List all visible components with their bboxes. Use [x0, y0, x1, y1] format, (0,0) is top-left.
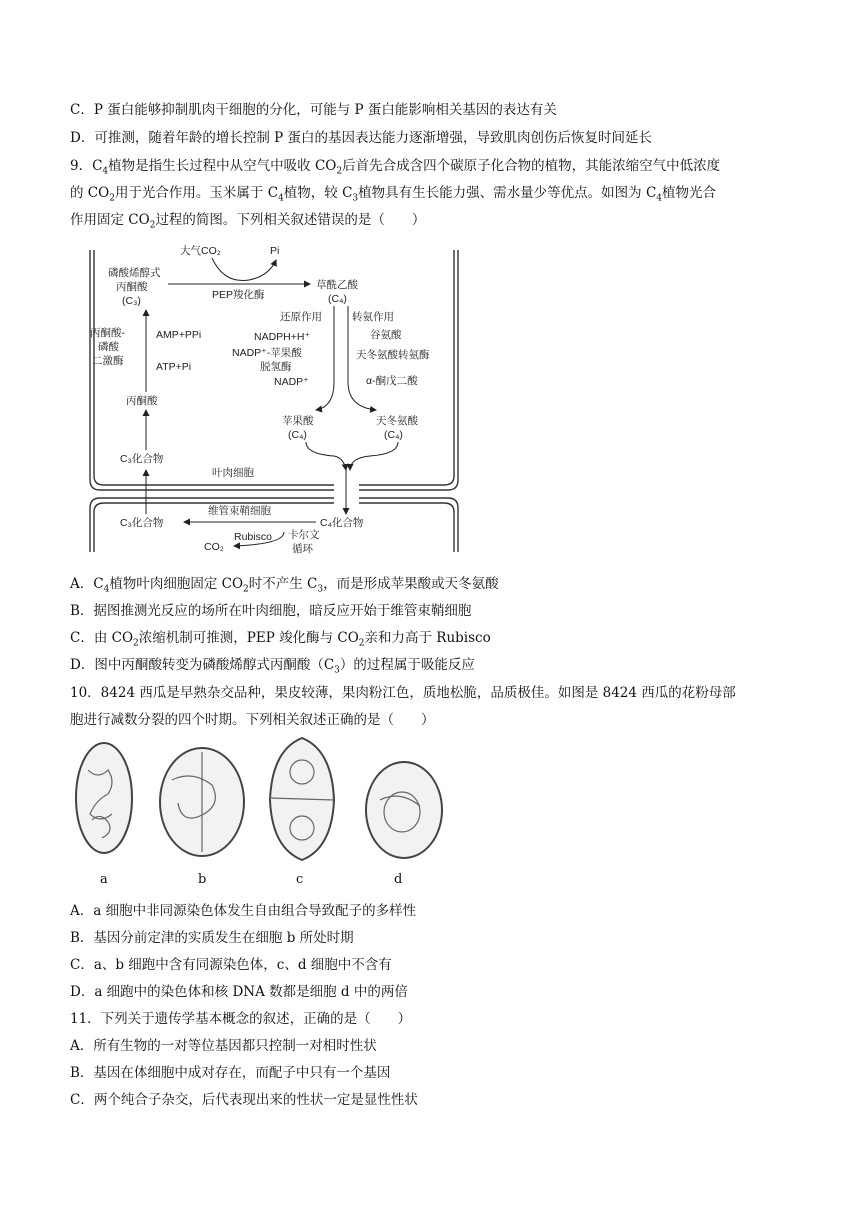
aspartate-label-2: (C₄): [384, 429, 403, 441]
calvin-label-2: 循环: [292, 543, 313, 554]
q9-option-a: A．$C_4$植物叶肉细胞固定 $CO_2$时不产生 $C_3$，而是形成苹果酸或天冬氨酸: [70, 576, 499, 595]
mesophyll-cell-label: 叶肉细胞: [212, 467, 254, 479]
atp-label: ATP+Pi: [156, 361, 192, 373]
q10-option-a: A．a 细胞中非同源染色体发生自由组合导致配子的多样性: [70, 903, 417, 919]
oaa-label-1: 草酰乙酸: [316, 279, 358, 291]
nadp-mdh-label: NADP⁺-苹果酸: [232, 347, 302, 359]
q9-stem-line2: 的 $CO_2$用于光合作用。玉米属于 $C_4$植物，较 $C_3$植物具有生长能力强、需水量少等优点。如图为 $C_4$植物光合: [70, 185, 717, 204]
glutamate-label: 谷氨酸: [370, 329, 402, 341]
nadp-label: NADP⁺: [274, 376, 309, 388]
c4-compound-bottom: C₄化合物: [320, 517, 364, 529]
pep-label-1: 磷酸烯醇式: [108, 267, 161, 279]
q9-option-b: B．据图推测光反应的场所在叶肉细胞，暗反应开始于维管束鞘细胞: [70, 603, 472, 619]
q11-option-b: B．基因在体细胞中成对存在，而配子中只有一个基因: [70, 1065, 391, 1081]
c3-compound-top: C₃化合物: [120, 453, 164, 465]
q10-option-b: B．基因分前定津的实质发生在细胞 b 所处时期: [70, 930, 354, 946]
q9-stem-line3: 作用固定 $CO_2$过程的简图。下列相关叙述错误的是（ ）: [70, 212, 426, 231]
cell-label-c: c: [296, 872, 304, 887]
cell-d: [366, 762, 442, 858]
pyruvate-label: 丙酮酸: [126, 395, 158, 407]
transamination-label: 转氨作用: [352, 311, 394, 323]
q10-stem-line2: 胞进行减数分裂的四个时期。下列相关叙述正确的是（ ）: [70, 712, 435, 728]
ppdk-label-3: 二激酶: [92, 355, 124, 367]
cell-label-b: b: [198, 872, 207, 887]
ast-enzyme-label: 天冬氨酸转氨酶: [356, 349, 430, 361]
akg-label: α-酮戊二酸: [366, 375, 418, 387]
pep-label-2: 丙酮酸: [116, 281, 148, 293]
amp-label: AMP+PPi: [156, 329, 202, 341]
aspartate-label-1: 天冬氨酸: [376, 415, 418, 427]
pep-label-3: (C₃): [122, 295, 141, 307]
q11-option-a: A．所有生物的一对等位基因都只控制一对相时性状: [70, 1038, 377, 1054]
bundle-sheath-label: 维管束鞘细胞: [208, 505, 271, 517]
meiosis-cell-images: [62, 730, 462, 870]
c4-pathway-diagram: [84, 232, 474, 554]
q9-option-d: D．图中丙酮酸转变为磷酸烯醇式丙酮酸$(C_3)$的过程属于吸能反应: [70, 657, 475, 676]
cell-label-a: a: [100, 872, 108, 887]
q8-option-d: D．可推测，随着年龄的增长控制 P 蛋白的基因表达能力逐渐增强，导致肌肉创伤后恢复时间延长: [70, 130, 652, 146]
c3-compound-bottom: C₃化合物: [120, 517, 164, 529]
nadph-label: NADPH+H⁺: [254, 331, 311, 343]
q8-option-c: C．P 蛋白能够抑制肌肉干细胞的分化，可能与 P 蛋白能影响相关基因的表达有关: [70, 102, 557, 118]
q11-stem: 11．下列关于遗传学基本概念的叙述，正确的是（ ）: [70, 1011, 412, 1027]
q10-option-d: D．a 细跑中的染色体和核 DNA 数都是细胞 d 中的两倍: [70, 984, 408, 1000]
q10-option-c: C．a、b 细跑中含有同源染色体，c、d 细胞中不含有: [70, 957, 392, 973]
q9-stem-line1: 9．$C_4$植物是指生长过程中从空气中吸收 $CO_2$后首先合成含四个碳原子化合物的植物，其能浓缩空气中低浓度: [70, 158, 721, 177]
q9-option-c: C．由 $CO_2$浓缩机制可推测，PEP 竣化酶与 $CO_2$亲和力高于 Rubisco: [70, 630, 491, 649]
q10-stem-line1: 10．8424 西瓜是早熟杂交品种，果皮较薄，果肉粉江色，质地松脆，品质极佳。如图是 8424 西瓜的花粉母部: [70, 685, 736, 701]
malate-label-1: 苹果酸: [282, 415, 314, 427]
rubisco-label: Rubisco: [234, 531, 272, 543]
atm-co2-label: 大气CO₂: [180, 245, 221, 257]
calvin-label-1: 卡尔文: [288, 529, 320, 541]
malate-label-2: (C₄): [288, 429, 307, 441]
pep-carboxylase-label: PEP羧化酶: [212, 289, 265, 301]
co2-bottom-label: CO₂: [204, 541, 224, 553]
ppdk-label-2: 磷酸: [98, 341, 119, 353]
reduction-label: 还原作用: [280, 311, 322, 323]
cell-label-d: d: [394, 872, 403, 887]
q11-option-c: C．两个纯合子杂交，后代表现出来的性状一定是显性性状: [70, 1092, 418, 1108]
ppdk-label-1: 丙酮酸-: [90, 327, 125, 339]
dehydrogenase-label: 脱氢酶: [260, 361, 292, 373]
oaa-label-2: (C₄): [328, 293, 347, 305]
pi-label: Pi: [270, 245, 280, 257]
